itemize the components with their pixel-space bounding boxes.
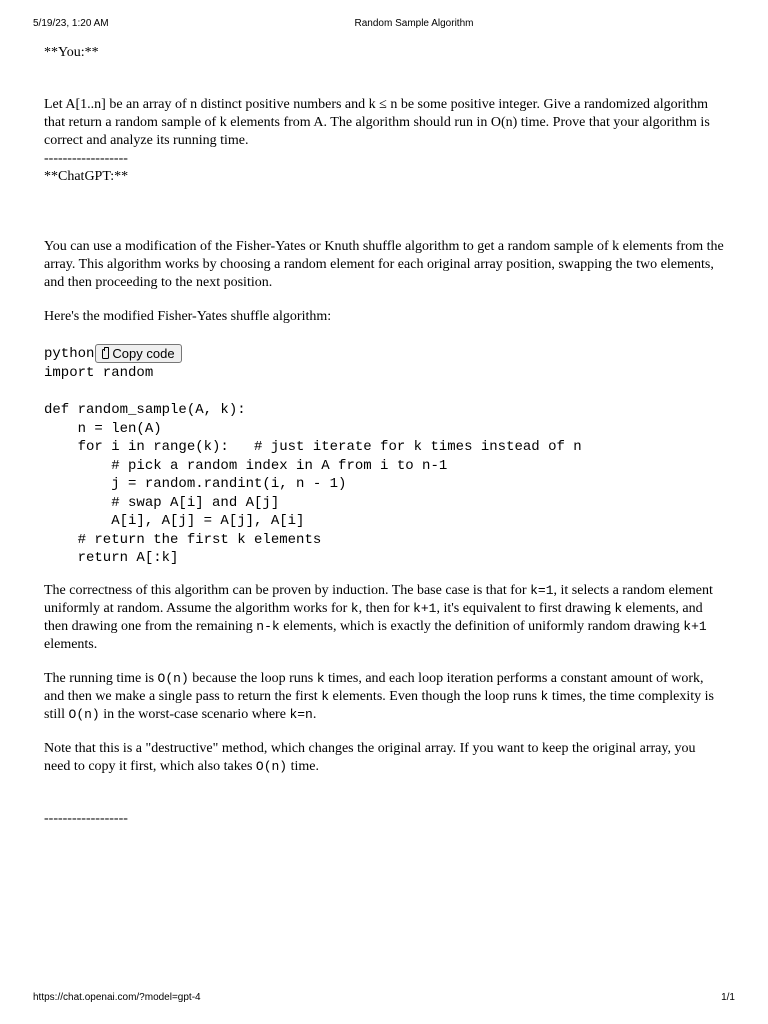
running-time-paragraph: The running time is O(n) because the loop runs k times, and each loop iteration performs a constant amount of work, and then we make a single pass to return the first k elements. Even though the loop runs k times, the time complexity is still O(n) in the worst-case scenario where k=n. bbox=[44, 670, 715, 722]
assistant-label: **ChatGPT:** bbox=[44, 169, 129, 184]
print-datetime: 5/19/23, 1:20 AM bbox=[33, 18, 109, 29]
page-number: 1/1 bbox=[721, 992, 735, 1003]
conversation bbox=[44, 44, 724, 828]
answer-intro: You can use a modification of the Fisher-Yates or Knuth shuffle algorithm to get a random sample of k elements from the array. This algorithm works by choosing a random element for each original array position, swapping the two elements, and then proceeding to the next position. bbox=[44, 239, 724, 290]
user-question: Let A[1..n] be an array of n distinct positive numbers and k ≤ n be some positive integer. Give a randomized algorithm that return a random sample of k elements from A. The algorithm should run in O(n) time. Prove that your algorithm is correct and analyze its running time. bbox=[44, 97, 710, 148]
correctness-paragraph: The correctness of this algorithm can be proven by induction. The base case is that for k=1, it selects a random element uniformly at random. Assume the algorithm works for k, then for k+1, it's equivalent to first drawing k elements, and then drawing one from the remaining n-k elements, which is exactly the definition of uniformly random drawing k+1 elements. bbox=[44, 582, 713, 652]
page-header bbox=[33, 18, 735, 32]
page-url: https://chat.openai.com/?model=gpt-4 bbox=[33, 992, 201, 1003]
code-language: python bbox=[44, 345, 95, 362]
shuffle-intro: Here's the modified Fisher-Yates shuffle algorithm: bbox=[44, 309, 332, 324]
separator: ------------------ bbox=[44, 151, 128, 166]
separator: ------------------ bbox=[44, 810, 128, 826]
copy-code-label: Copy code bbox=[112, 345, 175, 361]
document-title: Random Sample Algorithm bbox=[354, 18, 474, 29]
copy-code-button[interactable] bbox=[95, 344, 181, 363]
clipboard-icon bbox=[102, 349, 109, 359]
note-paragraph: Note that this is a "destructive" method, which changes the original array. If you want to keep the original array, you need to copy it first, which also takes O(n) time. bbox=[44, 740, 696, 774]
page-footer bbox=[33, 992, 735, 1006]
user-label: **You:** bbox=[44, 45, 99, 60]
code-block-header bbox=[44, 343, 724, 364]
code-block: import random def random_sample(A, k): n = len(A) for i in range(k): # just iterate for k times instead of n # pick a random index in A from i to n-1 j = random.randint(i, n - 1) # swap A[i] and A[j] A[i], A[j] = A[j], A[i] # return the first k elements return A[:k] bbox=[44, 365, 582, 566]
